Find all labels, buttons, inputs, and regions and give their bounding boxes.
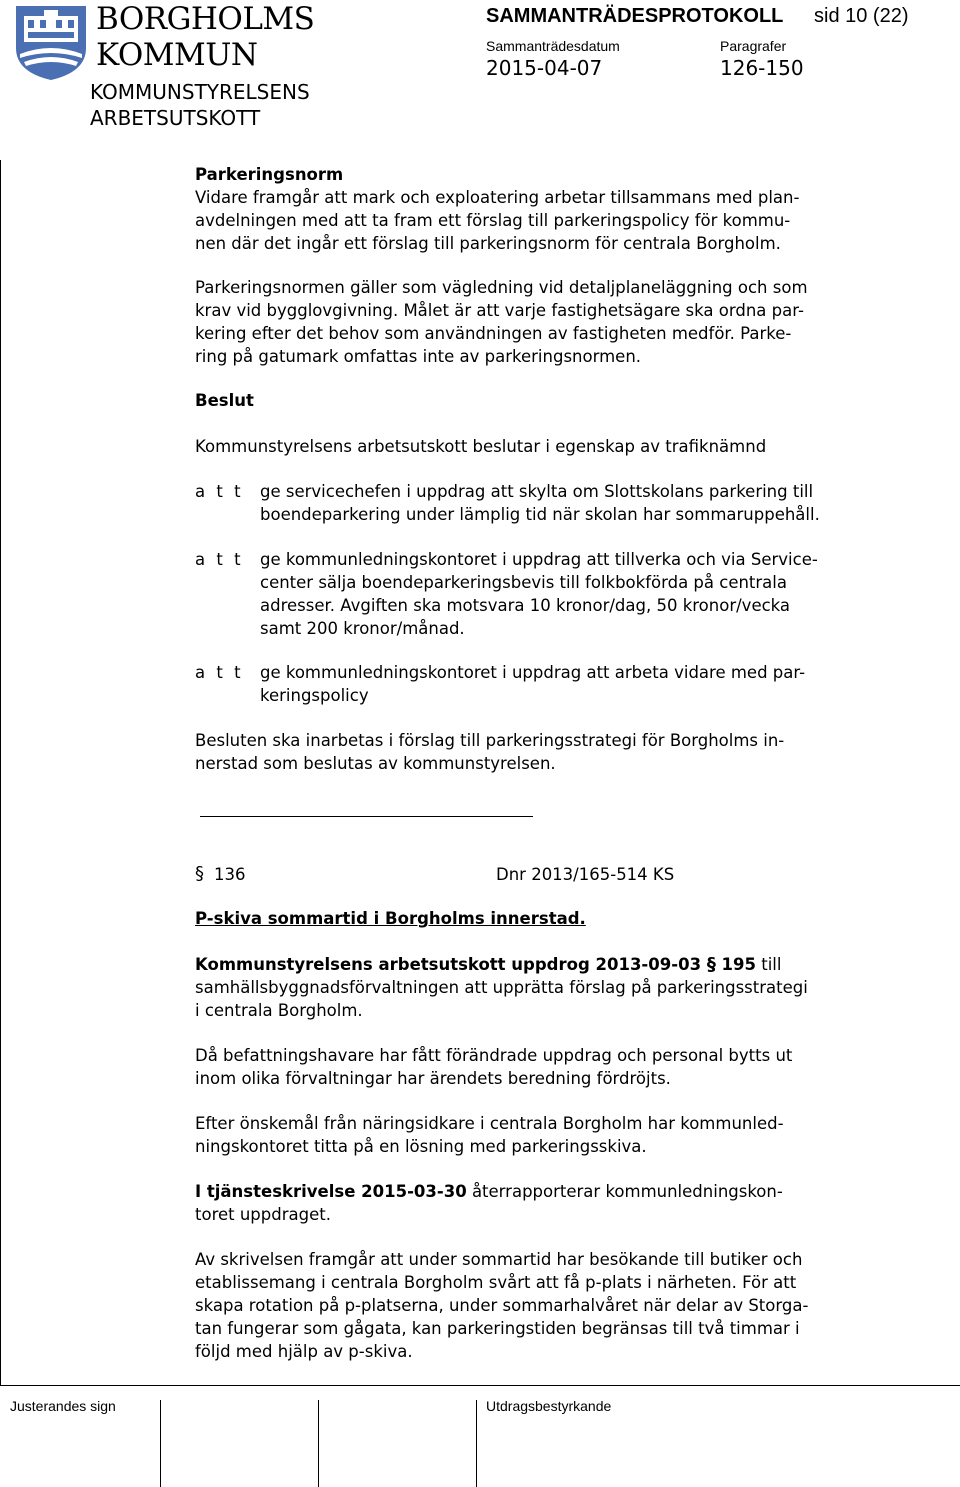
signature-box-divider bbox=[476, 1400, 477, 1487]
bold-text: I tjänsteskrivelse 2015-03-30 bbox=[195, 1182, 467, 1201]
paragraph-line: kering efter det behov som användningen av fastigheten medför. Parke- bbox=[195, 324, 792, 343]
paragraph-line: Efter önskemål från näringsidkare i centrala Borgholm har kommunled- bbox=[195, 1114, 784, 1133]
att-label: a t t bbox=[195, 482, 244, 501]
paragraph-line: i centrala Borgholm. bbox=[195, 1001, 363, 1020]
decision-item-line: samt 200 kronor/månad. bbox=[260, 619, 465, 638]
paragraph-text: till bbox=[756, 955, 782, 974]
meeting-date-value: 2015-04-07 bbox=[486, 56, 603, 80]
paragraph-line: avdelningen med att ta fram ett förslag till parkeringspolicy för kommu- bbox=[195, 211, 791, 230]
decision-item-line: ge servicechefen i uppdrag att skylta om Slottskolans parkering till bbox=[260, 482, 814, 501]
meeting-date-label: Sammanträdesdatum bbox=[486, 38, 620, 54]
org-name-line1: BORGHOLMS bbox=[96, 1, 315, 37]
paragraph-line: Av skrivelsen framgår att under sommartid har besökande till butiker och bbox=[195, 1250, 803, 1269]
decision-item-line: ge kommunledningskontoret i uppdrag att tillverka och via Service- bbox=[260, 550, 818, 569]
paragraph-line: Vidare framgår att mark och exploatering arbetar tillsammans med plan- bbox=[195, 188, 800, 207]
section-mark: § bbox=[195, 863, 204, 884]
paragraph-line bbox=[195, 1181, 783, 1204]
paragraph-line: krav vid bygglovgivning. Målet är att varje fastighetsägare ska ordna par- bbox=[195, 301, 804, 320]
paragraph-text: återrapporterar kommunledningskon- bbox=[466, 1182, 783, 1201]
paragraph-line: Parkeringsnormen gäller som vägledning vid detaljplaneläggning och som bbox=[195, 278, 808, 297]
paragraph-line: tan fungerar som gågata, kan parkeringstiden begränsas till två timmar i bbox=[195, 1319, 800, 1338]
protocol-title: SAMMANTRÄDESPROTOKOLL bbox=[486, 5, 784, 27]
paragraph-line: samhällsbyggnadsförvaltningen att upprätta förslag på parkeringsstrategi bbox=[195, 978, 808, 997]
paragraph-line: inom olika förvaltningar har ärendets beredning fördröjts. bbox=[195, 1069, 671, 1088]
extract-certification-label: Utdragsbestyrkande bbox=[486, 1398, 612, 1414]
decision-item-line: ge kommunledningskontoret i uppdrag att arbeta vidare med par- bbox=[260, 663, 806, 682]
paragraph-line: etablissemang i centrala Borgholm svårt att få p-plats i närheten. För att bbox=[195, 1273, 797, 1292]
paragraph-line: ningskontoret titta på en lösning med parkeringsskiva. bbox=[195, 1137, 647, 1156]
board-name-line1: KOMMUNSTYRELSENS bbox=[90, 80, 310, 104]
org-name-line2: KOMMUN bbox=[96, 37, 258, 73]
paragraph-line: toret uppdraget. bbox=[195, 1205, 331, 1224]
signature-box-divider bbox=[318, 1400, 319, 1487]
left-margin-rule bbox=[0, 160, 1, 1385]
section-divider bbox=[200, 816, 533, 817]
section-heading-parkeringsnorm: Parkeringsnorm bbox=[195, 165, 344, 184]
decision-intro: Kommunstyrelsens arbetsutskott beslutar i egenskap av trafiknämnd bbox=[195, 437, 767, 456]
paragraph-line: följd med hjälp av p-skiva. bbox=[195, 1342, 413, 1361]
bold-text: Kommunstyrelsens arbetsutskott uppdrog 2013-09-03 bbox=[195, 955, 707, 974]
decision-item-line: boendeparkering under lämplig tid när skolan har sommaruppehåll. bbox=[260, 505, 820, 524]
page-number: sid 10 (22) bbox=[814, 5, 909, 27]
justification-sign-label: Justerandes sign bbox=[10, 1398, 116, 1414]
decision-closing-line: nerstad som beslutas av kommunstyrelsen. bbox=[195, 754, 556, 773]
decision-item-line: center sälja boendeparkeringsbevis till folkbokförda på centrala bbox=[260, 573, 787, 592]
paragraph-line: nen där det ingår ett förslag till parkeringsnorm för centrala Borgholm. bbox=[195, 234, 781, 253]
att-label: a t t bbox=[195, 663, 244, 682]
paragraph-line: skapa rotation på p-platserna, under sommarhalvåret när delar av Storga- bbox=[195, 1296, 809, 1315]
att-label: a t t bbox=[195, 550, 244, 569]
paragraphs-label: Paragrafer bbox=[720, 38, 787, 54]
bold-text: 195 bbox=[715, 955, 756, 974]
case-number: Dnr 2013/165-514 KS bbox=[496, 865, 675, 884]
footer-rule bbox=[0, 1385, 960, 1386]
paragraph-line: ring på gatumark omfattas inte av parkeringsnormen. bbox=[195, 347, 642, 366]
board-name-line2: ARBETSUTSKOTT bbox=[90, 106, 261, 130]
decision-item-line: keringspolicy bbox=[260, 686, 369, 705]
decision-heading: Beslut bbox=[195, 391, 254, 410]
paragraph-line: Då befattningshavare har fått förändrade uppdrag och personal bytts ut bbox=[195, 1046, 793, 1065]
decision-item-line: adresser. Avgiften ska motsvara 10 kronor/dag, 50 kronor/vecka bbox=[260, 596, 791, 615]
section-mark: § bbox=[706, 954, 716, 975]
decision-closing-line: Besluten ska inarbetas i förslag till parkeringsstrategi för Borgholms in- bbox=[195, 731, 785, 750]
signature-box-divider bbox=[160, 1400, 161, 1487]
municipal-crest-icon bbox=[10, 2, 92, 82]
paragraphs-value: 126-150 bbox=[720, 56, 804, 80]
section-title: P-skiva sommartid i Borgholms innerstad. bbox=[195, 909, 586, 928]
section-number: 136 bbox=[214, 865, 246, 884]
paragraph-line bbox=[195, 954, 781, 977]
